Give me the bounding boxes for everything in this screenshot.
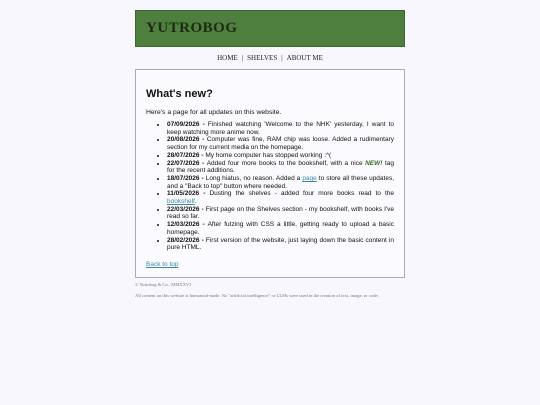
update-text: My home computer has stopped working :^( xyxy=(205,151,332,159)
update-date: 28/07/2026 xyxy=(167,151,200,159)
ai-notice-text: All content on this website is humanoid-made. No "artificial intelligence" or LLMs were used in the creation of text, image, or code. xyxy=(135,293,379,298)
update-date: 22/03/2026 xyxy=(167,205,200,213)
update-text: . xyxy=(194,198,197,206)
nav-separator: | xyxy=(281,54,283,62)
update-date: 22/07/2026 xyxy=(167,159,200,167)
list-item: • 22/03/2026 - First page on the Shelves section - my bookshelf, with books I've read so far. xyxy=(167,206,394,221)
update-text: Long hiatus, no reason. Added a xyxy=(205,174,301,182)
page-heading: What's new? xyxy=(146,88,213,100)
update-date: 07/09/2026 xyxy=(167,121,200,128)
update-text: First version of the website, just laying down the basic content in pure HTML. xyxy=(167,236,394,252)
content-box xyxy=(135,69,405,278)
list-item: • 12/03/2026 - After futzing with CSS a little, getting ready to upload a basic homepage. xyxy=(167,221,394,236)
update-text: After futzing with CSS a little, getting ready to upload a basic homepage. xyxy=(167,221,394,236)
list-item: • 18/07/2026 - Long hiatus, no reason. Added a page to store all these updates, and a "Back to top" button where needed. xyxy=(167,175,394,190)
update-date: 12/03/2026 xyxy=(167,221,200,229)
list-item: • 07/09/2026 - Finished watching 'Welcome to the NHK' yesterday, I want to keep watching more anime now. xyxy=(167,121,394,136)
nav-shelves[interactable]: SHELVES xyxy=(247,54,278,62)
page-container xyxy=(135,10,405,304)
site-banner xyxy=(135,10,405,47)
bookshelf-link[interactable]: bookshelf xyxy=(167,198,195,206)
list-item: • 20/08/2026 - Computer was fine, RAM chip was loose. Added a rudimentary section for my current media on the homepage. xyxy=(167,136,394,151)
list-item: • 28/02/2026 - First version of the website, just laying down the basic content in pure HTML. xyxy=(167,237,394,252)
nav-separator: | xyxy=(241,54,244,62)
update-text: Finished watching 'Welcome to the NHK' yesterday, I want to keep watching more anime now. xyxy=(167,121,394,136)
site-title: YUTROBOG xyxy=(146,20,238,36)
update-date: 20/08/2026 xyxy=(167,136,200,144)
update-text: Computer was fine, RAM chip was loose. Added a rudimentary section for my current media on the homepage. xyxy=(167,136,395,152)
nav-about-me[interactable]: ABOUT ME xyxy=(286,54,323,62)
list-item: • 11/05/2026 - Dusting the shelves - added four more books read to the bookshelf. xyxy=(167,190,394,205)
update-date: 11/05/2026 xyxy=(167,190,200,198)
list-item: • 28/07/2026 - My home computer has stopped working :^( xyxy=(167,152,394,160)
copyright-text: © Yutrobog & Co., MMXXVI xyxy=(135,282,191,287)
new-badge: NEW! xyxy=(365,159,383,167)
update-text: First page on the Shelves section - my bookshelf, with books I've read so far. xyxy=(167,205,394,221)
list-item: • 22/07/2026 - Added four more books to the bookshelf, with a nice NEW! tag for the recent additions. xyxy=(167,160,394,175)
update-text: tag for the recent additions. xyxy=(167,159,395,175)
update-text: Added four more books to the bookshelf, with a nice xyxy=(206,159,363,167)
update-date: 28/02/2026 xyxy=(167,236,200,244)
back-to-top-link[interactable]: Back to top xyxy=(146,260,179,268)
intro-text: Here's a page for all updates on this website. xyxy=(146,109,282,116)
updates-list xyxy=(146,121,394,252)
nav-home[interactable]: HOME xyxy=(217,54,238,62)
footer xyxy=(135,282,405,299)
updates-page-link[interactable]: page xyxy=(302,174,317,182)
update-date: 18/07/2026 xyxy=(167,174,200,182)
update-text: to store all these updates, and a "Back to top" button where needed. xyxy=(167,174,395,190)
update-text: Dusting the shelves - added four more books read to the xyxy=(209,190,395,198)
top-nav xyxy=(135,52,405,65)
